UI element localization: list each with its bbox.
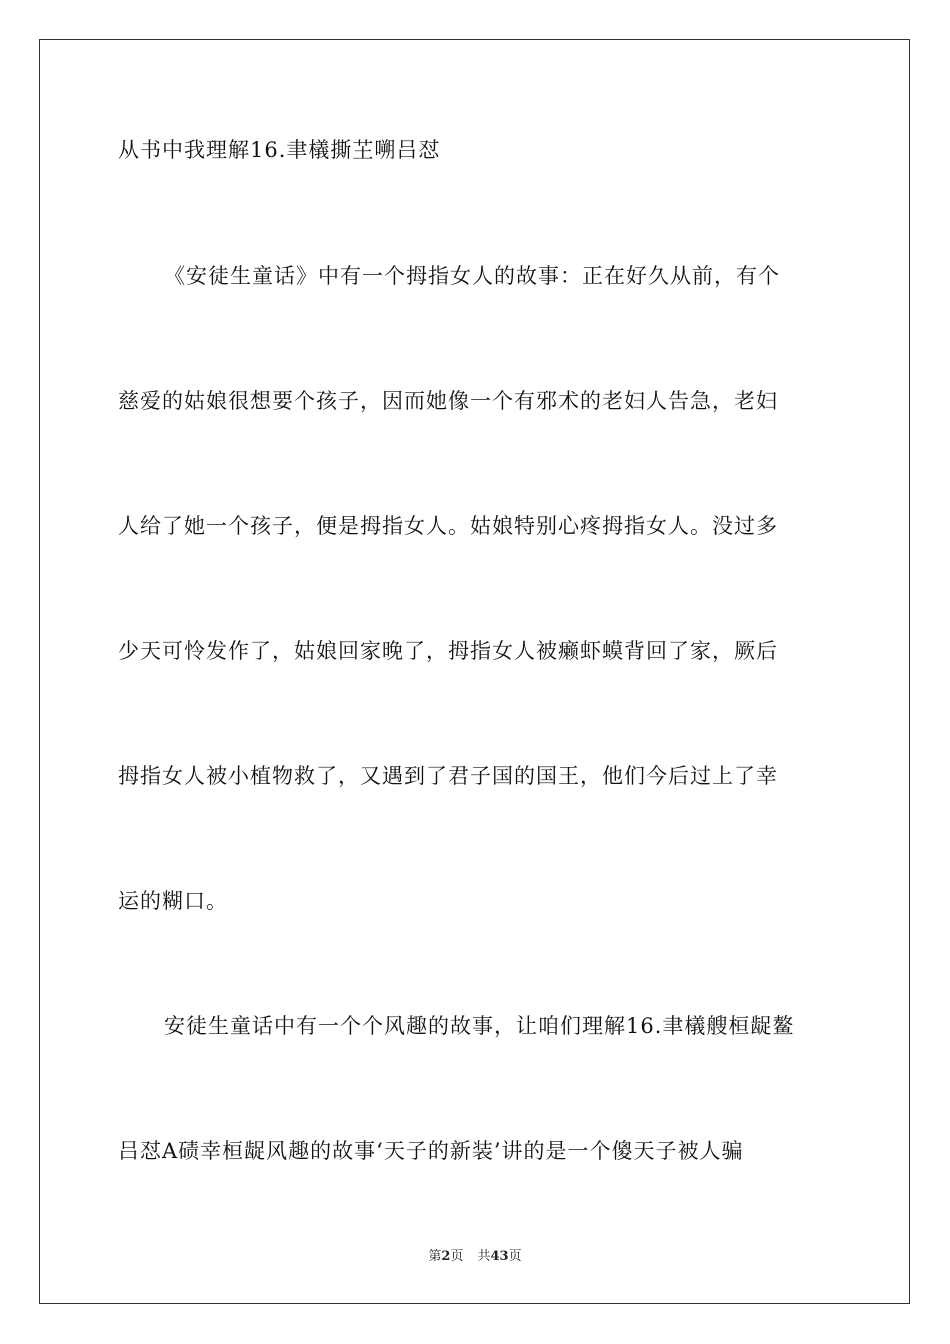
paragraph-2-line-1: 安徒生童话中有一个个风趣的故事，让咱们理解16.聿檥艘桓龊鳌 [164,1014,795,1038]
paragraph-1-line-5: 拇指女人被小植物救了，又遇到了君子国的国王，他们今后过上了幸 [118,764,778,788]
total-pages: 43 [490,1249,509,1264]
page-border [39,39,910,1304]
paragraph-1-line-4: 少天可怜发作了，姑娘回家晚了，拇指女人被癞虾蟆背回了家，厥后 [118,639,778,663]
page-prefix: 第 [428,1249,442,1264]
paragraph-1-line-1: 《安徒生童话》中有一个拇指女人的故事：正在好久从前，有个 [164,264,780,288]
text-line-1: 从书中我理解16.聿檥撕芏嗍吕怼 [118,138,441,162]
paragraph-1-line-6: 运的糊口。 [118,889,228,913]
paragraph-1-line-2: 慈爱的姑娘很想要个孩子，因而她像一个有邪术的老妇人告急，老妇 [118,389,778,413]
total-suffix: 页 [508,1249,522,1264]
paragraph-2-line-2: 吕怼A碛幸桓龊风趣的故事‘天子的新装’讲的是一个傻天子被人骗 [118,1139,744,1163]
page-suffix: 页 [450,1249,464,1264]
paragraph-1-line-3: 人给了她一个孩子，便是拇指女人。姑娘特别心疼拇指女人。没过多 [118,514,778,538]
page-number: 2 [441,1249,451,1264]
total-prefix: 共 [477,1249,491,1264]
page-footer [0,1248,950,1266]
